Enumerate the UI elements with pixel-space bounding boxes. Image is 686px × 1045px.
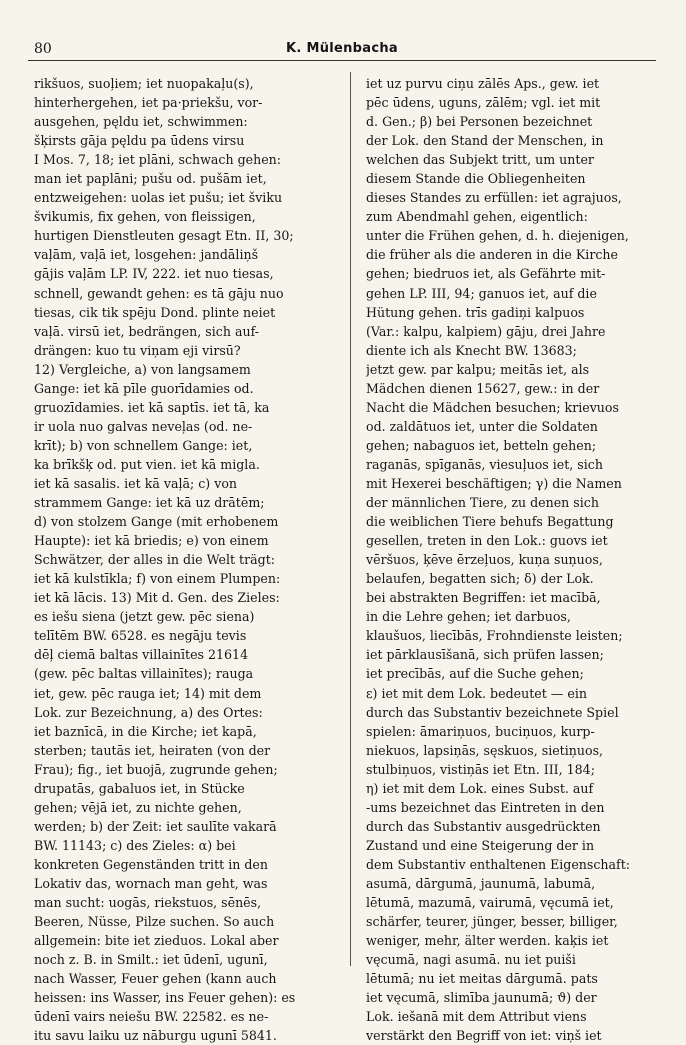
left-column-line: dēļ ciemā baltas villainītes 21614 bbox=[34, 647, 249, 663]
right-column-line: Nacht die Mädchen besuchen; krievuos bbox=[366, 399, 619, 415]
left-column-line: vaļām, vaļā iet, losgehen: jandāliņš bbox=[34, 247, 259, 263]
left-column-line: iet kā sasalis. iet kā vaļā; c) von bbox=[34, 475, 238, 491]
right-column-line: zum Abendmahl gehen, eigentlich: bbox=[366, 209, 588, 225]
left-column-line: hinterhergehen, iet pa·priekšu, vor- bbox=[34, 95, 263, 111]
right-column-line: Lok. iešanā mit dem Attribut viens bbox=[366, 1009, 587, 1025]
left-column-line: sterben; tautās iet, heiraten (von der bbox=[34, 742, 271, 758]
right-column-line: niekuos, lapsiņās, sęskuos, sietiņuos, bbox=[366, 742, 604, 758]
right-column-line: die früher als die anderen in die Kirche bbox=[366, 247, 618, 263]
left-column-line: ka brīkšķ od. put vien. iet kā migla. bbox=[34, 456, 260, 472]
right-column-line: welchen das Subjekt tritt, um unter bbox=[366, 152, 594, 168]
left-column-line: gruozīdamies. iet kā saptīs. iet tā, ka bbox=[34, 399, 270, 415]
right-column-line: gehen; nabaguos iet, betteln gehen; bbox=[366, 437, 597, 453]
left-column-line: iet baznīcā, in die Kirche; iet kapā, bbox=[34, 723, 257, 739]
left-column-line: itu savu laiku uz nāburgu ugunī 5841. bbox=[34, 1028, 277, 1044]
left-column-line: rikšuos, suoļiem; iet nuopakaļu(s), bbox=[34, 76, 254, 91]
page-number: 80 bbox=[34, 41, 52, 57]
right-column-line: vęcumā, nagi asumā. nu iet puiši bbox=[366, 952, 576, 968]
right-column-line: durch das Substantiv ausgedrückten bbox=[366, 818, 601, 834]
left-column-line: Frau); fig., iet buojā, zugrunde gehen; bbox=[34, 761, 278, 777]
right-column-line: jetzt gew. par kalpu; meitās iet, als bbox=[366, 361, 590, 377]
left-column-line: Gange: iet kā pīle guorīdamies od. bbox=[34, 380, 254, 396]
right-column-line: mit Hexerei beschäftigen; γ) die Namen bbox=[366, 475, 622, 491]
right-column-line: dieses Standes zu erfüllen: iet agrajuos, bbox=[366, 190, 622, 206]
left-column-line: schnell, gewandt gehen: es tā gāju nuo bbox=[34, 285, 284, 301]
right-column-line: gesellen, treten in den Lok.: guovs iet bbox=[366, 533, 608, 549]
right-column-line: d. Gen.; β) bei Personen bezeichnet bbox=[366, 114, 593, 130]
left-column-line: ir uola nuo galvas neveļas (od. ne- bbox=[34, 418, 253, 434]
left-column-line: hurtigen Dienstleuten gesagt Etn. II, 30; bbox=[34, 228, 294, 244]
left-column-line: nach Wasser, Feuer gehen (kann auch bbox=[34, 971, 277, 987]
right-column-line: pēc ūdens, uguns, zālēm; vgl. iet mit bbox=[366, 95, 601, 111]
left-column-line: 12) Vergleiche, a) von langsamem bbox=[34, 361, 251, 377]
left-column-line: Lok. zur Bezeichnung, a) des Ortes: bbox=[34, 704, 263, 720]
right-column-line: raganās, spīganās, viesuļuos iet, sich bbox=[366, 456, 603, 472]
left-column-line: Haupte): iet kā briedis; e) von einem bbox=[34, 533, 269, 549]
right-column-line: -ums bezeichnet das Eintreten in den bbox=[366, 799, 605, 815]
left-column-line: iet kā lācis. 13) Mit d. Gen. des Zieles: bbox=[34, 590, 280, 606]
right-column-line: asumā, dārgumā, jaunumā, labumā, bbox=[366, 875, 596, 891]
left-column-line: allgemein: bite iet zieduos. Lokal aber bbox=[34, 933, 279, 949]
right-column-line: diesem Stande die Obliegenheiten bbox=[366, 171, 586, 187]
left-column-line: švikumis, fix gehen, von fleissigen, bbox=[34, 209, 256, 225]
right-column-line: in die Lehre gehen; iet darbuos, bbox=[366, 609, 571, 625]
right-column-line: lētumā, mazumā, vairumā, vęcumā iet, bbox=[366, 895, 614, 911]
left-column-line: gājis vaļām LP. IV, 222. iet nuo tiesas, bbox=[34, 266, 274, 282]
left-column-line: heissen: ins Wasser, ins Feuer gehen): es bbox=[34, 990, 296, 1006]
right-column-line: der männlichen Tiere, zu denen sich bbox=[366, 495, 599, 511]
left-column-line: telītēm BW. 6528. es negāju tevis bbox=[34, 628, 247, 644]
right-column-line: schärfer, teurer, jünger, besser, billiger, bbox=[366, 914, 618, 930]
left-column-line: werden; b) der Zeit: iet saulīte vakarā bbox=[34, 818, 277, 834]
left-column-line: iet kā kulstīkla; f) von einem Plumpen: bbox=[34, 571, 281, 587]
right-column-line: stulbiņuos, vistiņās iet Etn. III, 184; bbox=[366, 761, 595, 777]
right-column-line: der Lok. den Stand der Menschen, in bbox=[366, 133, 604, 149]
right-column-line: Hütung gehen. trīs gadiņi kalpuos bbox=[366, 304, 585, 320]
left-column-line: BW. 11143; c) des Zieles: α) bei bbox=[34, 837, 236, 853]
column-divider bbox=[350, 72, 351, 966]
left-column-line: Lokativ das, wornach man geht, was bbox=[34, 875, 268, 891]
right-column-line: od. zaldātuos iet, unter die Soldaten bbox=[366, 418, 598, 434]
left-column-line: drängen: kuo tu viņam eji virsū? bbox=[34, 342, 241, 358]
right-column bbox=[366, 74, 670, 1045]
left-column-line: d) von stolzem Gange (mit erhobenem bbox=[34, 514, 279, 530]
right-column-line: weniger, mehr, älter werden. kaķis iet bbox=[366, 933, 609, 949]
right-column-line: iet uz purvu ciņu zālēs Aps., gew. iet bbox=[366, 76, 600, 91]
right-column-line: gehen LP. III, 94; ganuos iet, auf die bbox=[366, 285, 597, 301]
left-column-line: strammem Gange: iet kā uz drātēm; bbox=[34, 495, 265, 511]
right-column-line: bei abstrakten Begriffen: iet macībā, bbox=[366, 590, 601, 606]
left-column-line: iet, gew. pēc rauga iet; 14) mit dem bbox=[34, 685, 262, 701]
right-column-line: spielen: āmariņuos, buciņuos, kurp- bbox=[366, 723, 595, 739]
right-column-line: iet pārklausīšanā, sich prüfen lassen; bbox=[366, 647, 604, 663]
left-column-line: entzweigehen: uolas iet pušu; iet šviku bbox=[34, 190, 283, 206]
left-column-line: vaļā. virsū iet, bedrängen, sich auf- bbox=[34, 323, 260, 339]
right-column-line: lētumā; nu iet meitas dārgumā. pats bbox=[366, 971, 598, 987]
left-column-line: Schwätzer, der alles in die Welt trägt: bbox=[34, 552, 275, 568]
right-column-line: klaušuos, liecībās, Frohndienste leisten; bbox=[366, 628, 623, 644]
left-column-line: drupatās, gabaluos iet, in Stücke bbox=[34, 780, 245, 796]
right-column-line: unter die Frühen gehen, d. h. diejenigen, bbox=[366, 228, 629, 244]
left-column-line: I Mos. 7, 18; iet plāni, schwach gehen: bbox=[34, 152, 282, 168]
right-column-line: durch das Substantiv bezeichnete Spiel bbox=[366, 704, 619, 720]
left-column-line: tiesas, cik tik spēju Dond. plinte neiet bbox=[34, 304, 276, 320]
left-column-line: noch z. B. in Smilt.: iet ūdenī, ugunī, bbox=[34, 952, 268, 968]
left-column-line: ūdenī vairs neiešu BW. 22582. es ne- bbox=[34, 1009, 269, 1025]
right-column-line: diente ich als Knecht BW. 13683; bbox=[366, 342, 577, 358]
running-head: K. Mülenbacha bbox=[286, 41, 398, 56]
right-column-line: dem Substantiv enthaltenen Eigenschaft: bbox=[366, 856, 631, 872]
page-header bbox=[28, 38, 656, 61]
right-column-line: vēršuos, ķēve ērzeļuos, kuņa suņuos, bbox=[366, 552, 603, 568]
left-column-line: Beeren, Nüsse, Pilze suchen. So auch bbox=[34, 914, 275, 930]
left-column bbox=[34, 74, 338, 1045]
left-column-line: gehen; vējā iet, zu nichte gehen, bbox=[34, 799, 242, 815]
left-column-line: krīt); b) von schnellem Gange: iet, bbox=[34, 437, 253, 453]
left-column-line: man sucht: uogās, riekstuos, sēnēs, bbox=[34, 895, 262, 911]
right-column-line: iet precībās, auf die Suche gehen; bbox=[366, 666, 584, 682]
left-column-line: man iet paplāni; pušu od. pušām iet, bbox=[34, 171, 267, 187]
left-column-line: es iešu siena (jetzt gew. pēc siena) bbox=[34, 609, 255, 625]
right-column-line: ε) iet mit dem Lok. bedeutet — ein bbox=[366, 685, 587, 701]
right-column-line: verstärkt den Begriff von iet: viņš iet bbox=[366, 1028, 602, 1044]
right-column-line: Mädchen dienen 15627, gew.: in der bbox=[366, 380, 600, 396]
right-column-line: gehen; biedruos iet, als Gefährte mit- bbox=[366, 266, 606, 282]
right-column-line: (Var.: kalpu, kalpiem) gāju, drei Jahre bbox=[366, 323, 606, 339]
left-column-line: konkreten Gegenständen tritt in den bbox=[34, 856, 268, 872]
right-column-line: belaufen, begatten sich; δ) der Lok. bbox=[366, 571, 594, 587]
right-column-line: Zustand und eine Steigerung der in bbox=[366, 837, 595, 853]
left-column-line: ausgehen, pęldu iet, schwimmen: bbox=[34, 114, 248, 130]
left-column-line: (gew. pēc baltas villainītes); rauga bbox=[34, 666, 254, 682]
right-column-line: iet vęcumā, slimība jaunumā; ϑ) der bbox=[366, 990, 597, 1006]
right-column-line: η) iet mit dem Lok. eines Subst. auf bbox=[366, 780, 594, 796]
right-column-line: die weiblichen Tiere behufs Begattung bbox=[366, 514, 614, 530]
left-column-line: šķirsts gāja pęldu pa ūdens virsu bbox=[34, 133, 245, 149]
